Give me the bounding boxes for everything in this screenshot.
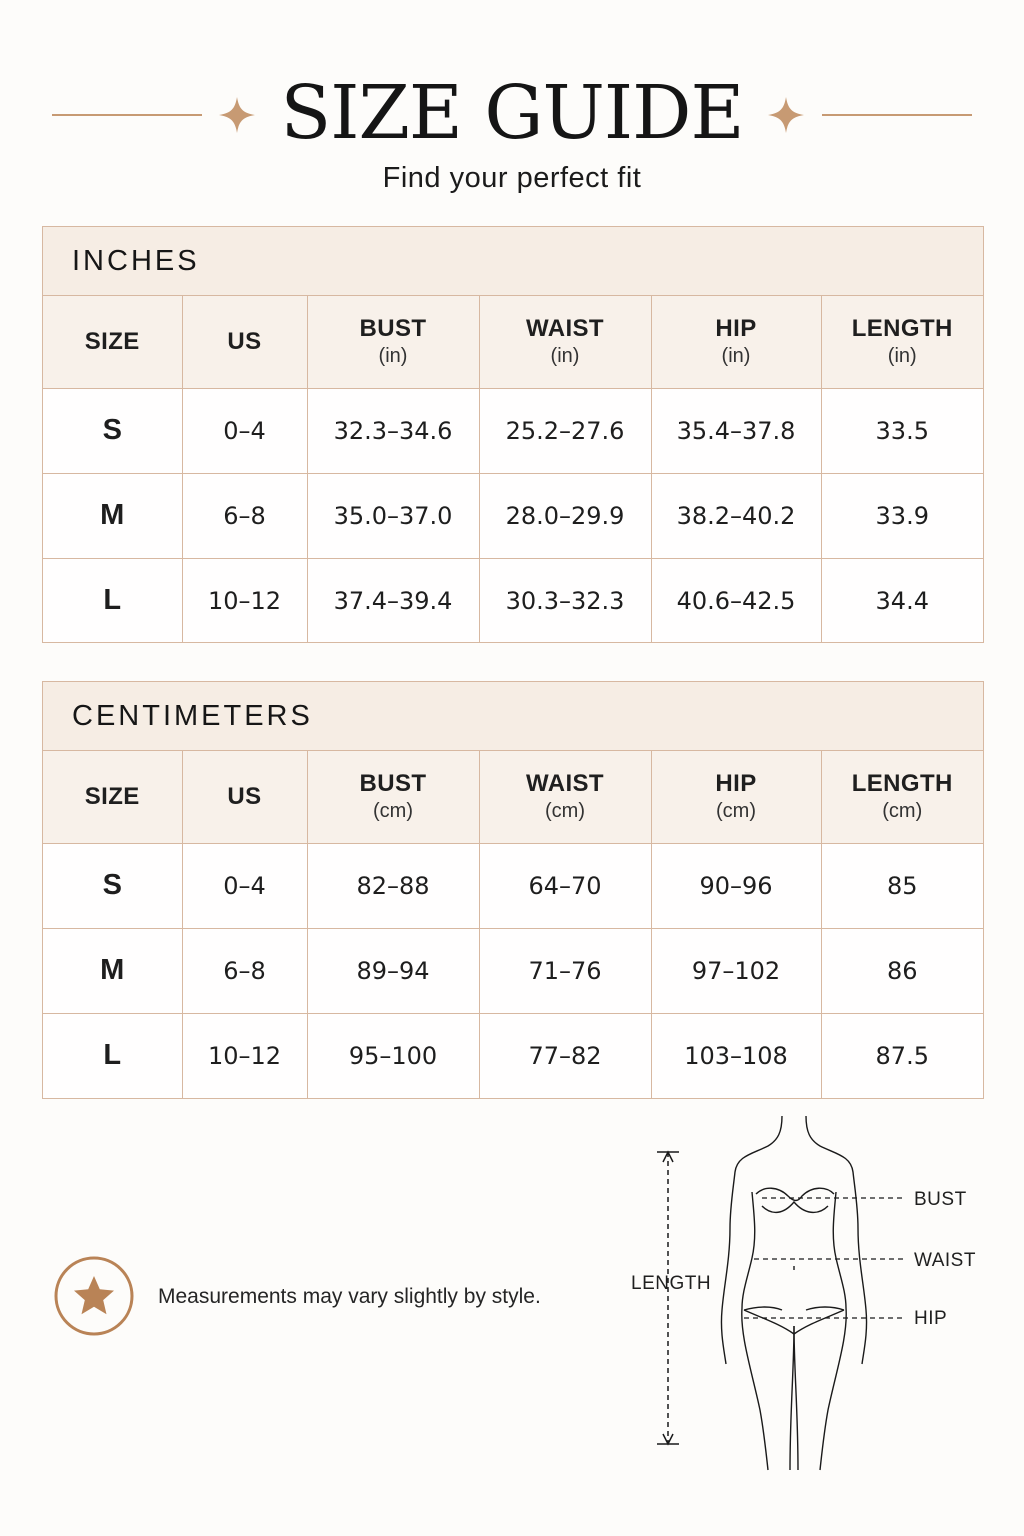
body-figure: [721, 1116, 866, 1470]
bust-cell: 32.3–34.6: [307, 388, 479, 473]
size-cell: L: [43, 558, 182, 643]
length-cell: 87.5: [875, 1041, 929, 1070]
bust-cell: 82–88: [307, 843, 479, 928]
waist-cell: 25.2–27.6: [479, 388, 651, 473]
centimeters-table-heading: CENTIMETERS: [43, 682, 983, 751]
waist-cell: 64–70: [479, 843, 651, 928]
size-cell: S: [43, 843, 182, 928]
length-cell: 34.4: [875, 586, 929, 615]
hip-cell: 40.6–42.5: [651, 558, 821, 643]
bust-label: BUST: [914, 1189, 967, 1210]
bust-cell: 89–94: [307, 928, 479, 1013]
column-header-size: SIZE: [43, 751, 182, 843]
column-header-hip: HIP (in): [651, 296, 821, 388]
hip-cell: 90–96: [651, 843, 821, 928]
us-size-cell: 6–8: [182, 473, 307, 558]
column-header-bust: BUST (cm): [307, 751, 479, 843]
page-title: SIZE GUIDE: [280, 70, 744, 156]
hip-cell: 97–102: [651, 928, 821, 1013]
body-measurement-diagram: [612, 1110, 1002, 1475]
measurement-note: Measurements may vary slightly by style.: [158, 1285, 541, 1308]
inches-table: [43, 296, 983, 643]
waist-cell: 30.3–32.3: [479, 558, 651, 643]
column-header-hip: HIP (cm): [651, 751, 821, 843]
waist-cell: 77–82: [479, 1013, 651, 1098]
hip-cell: 38.2–40.2: [651, 473, 821, 558]
us-size-cell: 0–4: [182, 843, 307, 928]
column-header-waist: WAIST (cm): [479, 751, 651, 843]
centimeters-size-table: [42, 681, 984, 1099]
bust-cell: 35.0–37.0: [307, 473, 479, 558]
length-cell: 86: [821, 928, 983, 1013]
column-header-us: US: [182, 751, 307, 843]
column-header-size: SIZE: [43, 296, 182, 388]
us-size-cell: 6–8: [182, 928, 307, 1013]
table-row: [43, 388, 983, 473]
hip-label: HIP: [914, 1308, 948, 1329]
bust-cell: 95–100: [307, 1013, 479, 1098]
bust-cell: 37.4–39.4: [307, 558, 479, 643]
inches-size-table: [42, 226, 984, 643]
us-size-cell: 0–4: [182, 388, 307, 473]
hip-cell: 103–108: [651, 1013, 821, 1098]
four-point-sparkle-icon: [767, 96, 805, 134]
size-cell: M: [43, 928, 182, 1013]
table-row: [43, 843, 983, 928]
size-cell: L: [43, 1013, 182, 1098]
size-guide-header: [0, 0, 1024, 210]
column-header-length: LENGTH (in): [821, 296, 983, 388]
inches-table-heading: INCHES: [43, 227, 983, 296]
table-row: [43, 558, 983, 643]
column-header-bust: BUST (in): [307, 296, 479, 388]
column-header-waist: WAIST (in): [479, 296, 651, 388]
star-badge-icon: [53, 1255, 135, 1337]
table-row: [43, 473, 983, 558]
waist-label: WAIST: [914, 1250, 976, 1271]
length-cell: 85: [821, 843, 983, 928]
length-label: LENGTH: [631, 1273, 712, 1294]
left-divider-line: [52, 114, 202, 116]
right-divider-line: [822, 114, 972, 116]
waist-cell: 28.0–29.9: [479, 473, 651, 558]
inches-header-row: [43, 296, 983, 388]
column-header-us: US: [182, 296, 307, 388]
hip-cell: 35.4–37.8: [651, 388, 821, 473]
table-row: [43, 1013, 983, 1098]
centimeters-header-row: [43, 751, 983, 843]
waist-cell: 71–76: [479, 928, 651, 1013]
column-header-length: LENGTH (cm): [821, 751, 983, 843]
size-cell: S: [43, 388, 182, 473]
length-cell: 33.5: [821, 388, 983, 473]
size-cell: M: [43, 473, 182, 558]
us-size-cell: 10–12: [182, 1013, 307, 1098]
page-subtitle: Find your perfect fit: [382, 162, 642, 194]
us-size-cell: 10–12: [182, 558, 307, 643]
table-row: [43, 928, 983, 1013]
centimeters-table: [43, 751, 983, 1098]
length-cell: 33.9: [821, 473, 983, 558]
